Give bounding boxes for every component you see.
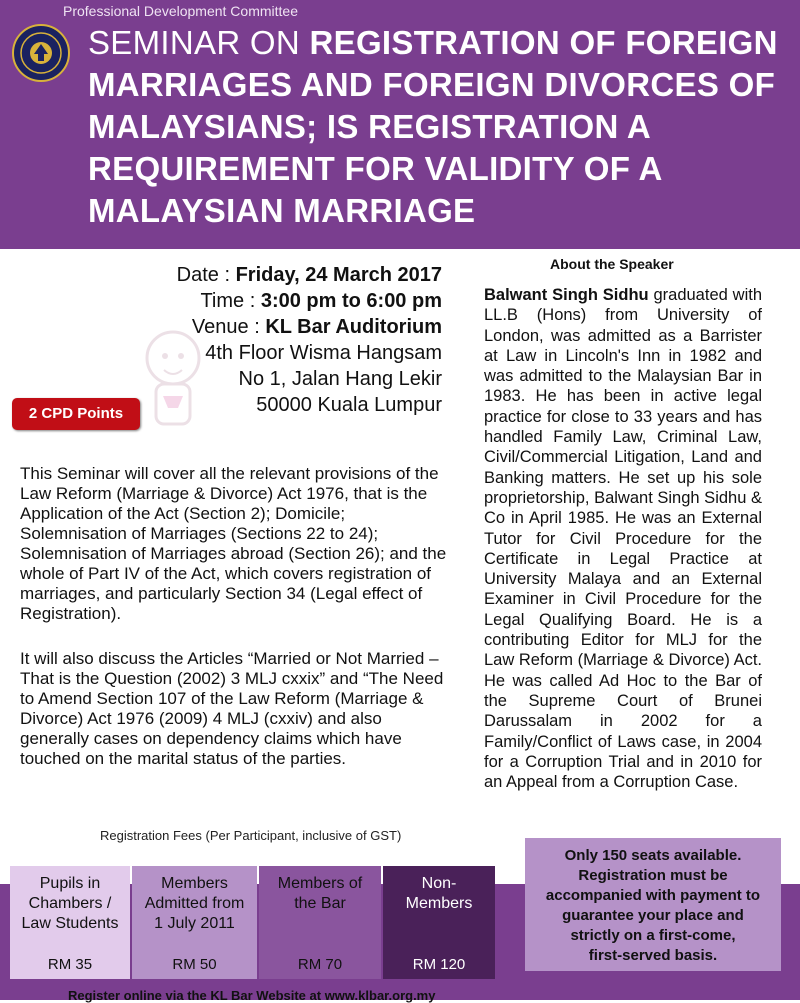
fee-column-new-members [132,866,257,979]
fees-table [0,866,500,979]
fee-column-members [259,866,381,979]
fee-column-label [259,874,381,914]
venue-row [177,314,442,340]
fee-amount: RM 70 [297,956,343,973]
registration-fees-label: Registration Fees (Per Participant, inclusive of GST) [100,828,402,843]
speaker-bio [484,285,762,792]
time-row [177,288,442,314]
seats-line: strictly on a first-come, [570,927,736,944]
description-paragraph-1: This Seminar will cover all the relevant provisions of the Law Reform (Marriage & Divorce) Act 1976, that is the Application of the Act (Section 2); Domicile; Solemnisation of Marriages (Sections 22 to 24); Solemnisation of Marriages abroad (Section 26); and the whole of Part IV of the Act, which covers registration of marriages, and particularly Section 34 (Legal effect of Registration). [20,464,447,623]
speaker-bio-text: graduated with LL.B (Hons) from University of London, was admitted as a Barrister at Law in Lincoln's Inn in 1982 and was admitted to the Malaysian Bar in 1983. He has been in active legal practice for close to 33 years and has handled Family Law, Criminal Law, Civil/Commercial Litigation, Land and Banking matters. He set up his sole proprietorship, Balwant Singh Sidhu & Co in April 1985. He was an External Tutor for Civil Procedure for the Certificate in Legal Practice at University Malaya and an External Examiner in Civil Procedure for the Legal Qualifying Board. He is a contributing Editor for MLJ for the Law Reform (Marriage & Divorce) Act. He was called Ad Hoc to the Bar of the Supreme Court of Brunei Darussalam in 2002 for a Family/Conflict of Laws case, in 2004 for a Corruption Trial and in 2010 for an Appeal from a Corruption Case. [484,286,762,792]
fee-column-label [10,874,130,934]
fee-column-pupils [10,866,130,979]
fee-label-line: Law Students [21,915,119,932]
fee-label-line: Chambers / [28,895,112,912]
address-line: 50000 Kuala Lumpur [256,394,442,416]
date-label: Date : [176,264,231,286]
title-lead: SEMINAR ON [88,24,301,61]
speaker-name: Balwant Singh Sidhu [484,286,649,304]
seats-line: guarantee your place and [562,907,744,924]
fee-label-line: Pupils in [39,875,101,892]
title-line: MALAYSIAN MARRIAGE [88,192,476,229]
title-line: MARRIAGES AND FOREIGN DIVORCES OF [88,66,776,103]
fee-amount: RM 35 [47,956,93,973]
fee-label-line: Members [405,895,473,912]
address-line: No 1, Jalan Hang Lekir [238,368,442,390]
fee-label-line: the Bar [294,895,346,912]
seats-line: first-served basis. [588,947,718,964]
cpd-points-badge: 2 CPD Points [12,398,140,430]
seminar-title [88,22,788,232]
title-line: REQUIREMENT FOR VALIDITY OF A [88,150,663,187]
address-line: 4th Floor Wisma Hangsam [205,342,442,364]
header-band [0,0,800,249]
fee-label-line: Non- [421,875,457,892]
fee-label-line: 1 July 2011 [154,915,235,932]
committee-label: Professional Development Committee [63,3,298,19]
seats-notice [525,838,781,971]
fee-column-label [383,874,495,914]
title-line: REGISTRATION OF FOREIGN [309,24,778,61]
fee-amount: RM 50 [172,956,217,973]
venue-label: Venue : [191,316,260,338]
title-line: MALAYSIANS; IS REGISTRATION A [88,108,652,145]
speaker-heading: About the Speaker [550,256,674,272]
fee-column-label [132,874,257,934]
fee-amount: RM 120 [412,956,466,973]
fee-label-line: Admitted from [144,895,245,912]
fee-column-non-members [383,866,495,979]
seats-line: Registration must be [578,867,728,884]
register-online-note: Register online via the KL Bar Website at www.klbar.org.my [68,988,436,1003]
date-row [177,262,442,288]
time-value: 3:00 pm to 6:00 pm [260,290,442,312]
description-paragraph-2: It will also discuss the Articles “Married or Not Married – That is the Question (2002) 3 MLJ cxxix” and “The Need to Amend Section 107 of the Law Reform (Marriage & Divorce) Act 1976 (2009) 4 MLJ (cxxiv) and also generally cases on dependency claims which have touched on the marital status of the parties. [20,649,444,768]
fee-label-line: Members of [277,875,363,892]
date-value: Friday, 24 March 2017 [235,264,442,286]
seats-line: accompanied with payment to [545,887,761,904]
seats-line: Only 150 seats available. [564,847,742,864]
fee-label-line: Members [161,875,228,892]
kl-bar-logo-icon [12,24,70,82]
event-details [177,262,442,418]
venue-value: KL Bar Auditorium [265,316,442,338]
time-label: Time : [200,290,256,312]
